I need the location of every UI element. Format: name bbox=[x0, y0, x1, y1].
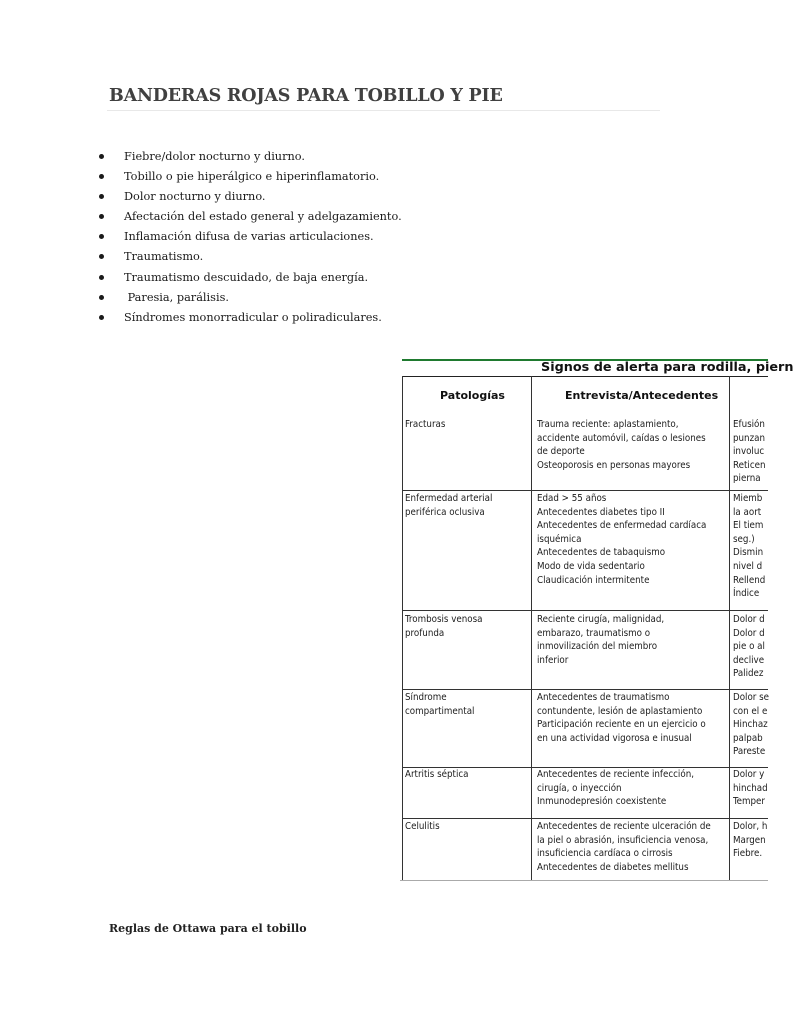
cell-line: Edad > 55 años bbox=[537, 493, 607, 504]
cell-pathology bbox=[405, 492, 492, 519]
bullet-dot bbox=[99, 174, 104, 179]
cell-line: seg.) bbox=[733, 533, 755, 545]
cell-line: insuficiencia cardíaca o cirrosis bbox=[537, 848, 673, 860]
cell-line: inferior bbox=[537, 654, 569, 666]
cell-line: Síndrome bbox=[405, 692, 447, 703]
list-item-text: Traumatismo descuidado, de baja energía. bbox=[124, 270, 369, 284]
cell-line: Participación reciente en un ejercicio o bbox=[537, 719, 706, 731]
column-header-pathologies: Patologías bbox=[440, 389, 505, 402]
list-item-text: Tobillo o pie hiperálgico e hiperinflamatorio. bbox=[124, 170, 380, 184]
cell-pathology bbox=[405, 768, 469, 782]
table-row-divider bbox=[402, 818, 768, 819]
list-item-text: Afectación del estado general y adelgazamiento. bbox=[124, 210, 402, 224]
cell-line: Fiebre. bbox=[733, 848, 763, 860]
cell-line: Antecedentes de enfermedad cardíaca bbox=[537, 520, 707, 532]
cell-line: Fracturas bbox=[405, 419, 446, 430]
bullet-dot bbox=[99, 315, 104, 320]
bullet-dot bbox=[99, 194, 104, 199]
cell-line: Antecedentes de reciente infección, bbox=[537, 769, 694, 780]
cell-line: Pareste bbox=[733, 746, 766, 758]
cell-history bbox=[537, 418, 706, 472]
cell-pathology bbox=[405, 613, 482, 640]
bullet-dot bbox=[99, 295, 104, 300]
cell-line: Dolor y bbox=[733, 769, 765, 780]
cell-line: Inmunodepresión coexistente bbox=[537, 796, 667, 808]
cell-line: Dismin bbox=[733, 547, 764, 559]
cell-history bbox=[537, 492, 706, 587]
table-row-divider bbox=[402, 689, 768, 690]
list-item-text: Fiebre/dolor nocturno y diurno. bbox=[124, 150, 305, 163]
cell-line: con el e bbox=[733, 705, 768, 717]
bullet-dot bbox=[99, 275, 104, 280]
cell-line: palpab bbox=[733, 732, 763, 744]
cell-line: Enfermedad arterial bbox=[405, 493, 493, 504]
cell-line: Antecedentes diabetes tipo II bbox=[537, 506, 665, 518]
cell-line: Dolor d bbox=[733, 627, 765, 639]
table-row-divider bbox=[402, 490, 768, 491]
cell-line: involuc bbox=[733, 446, 765, 458]
cell-line: Rellend bbox=[733, 574, 766, 586]
cell-line: Trauma reciente: aplastamiento, bbox=[537, 419, 679, 430]
cell-line: declive bbox=[733, 654, 765, 666]
cell-exam bbox=[733, 613, 765, 681]
cell-line: compartimental bbox=[405, 705, 475, 717]
cell-line: Dolor d bbox=[733, 614, 765, 625]
cell-line: la piel o abrasión, insuficiencia venosa, bbox=[537, 834, 709, 846]
cell-line: periférica oclusiva bbox=[405, 506, 485, 518]
cell-line: Reticen bbox=[733, 459, 766, 471]
list-item-text: Dolor nocturno y diurno. bbox=[124, 190, 266, 204]
cell-line: nivel d bbox=[733, 560, 763, 572]
bullet-dot bbox=[99, 214, 104, 219]
cell-line: hinchad bbox=[733, 782, 768, 794]
cell-line: Margen bbox=[733, 834, 766, 846]
list-item-text: Paresia, parálisis. bbox=[124, 290, 229, 304]
cell-line: Osteoporosis en personas mayores bbox=[537, 459, 691, 471]
table-title: Signos de alerta para rodilla, piern bbox=[541, 360, 793, 375]
title-underline bbox=[107, 110, 660, 111]
cell-line: Modo de vida sedentario bbox=[537, 560, 645, 572]
table-border-left bbox=[402, 376, 403, 880]
page-title: BANDERAS ROJAS PARA TOBILLO Y PIE bbox=[109, 86, 503, 106]
table-column-divider bbox=[729, 376, 730, 880]
cell-line: Claudicación intermitente bbox=[537, 574, 650, 586]
cell-line: contundente, lesión de aplastamiento bbox=[537, 705, 703, 717]
list-item-text: Síndromes monorradicular o poliradiculares. bbox=[124, 310, 382, 324]
cell-line: isquémica bbox=[537, 533, 582, 545]
column-header-history: Entrevista/Antecedentes bbox=[565, 389, 719, 402]
cell-line: inmovilización del miembro bbox=[537, 641, 658, 653]
cell-history bbox=[537, 768, 694, 809]
cell-exam bbox=[733, 418, 766, 486]
table-row-divider bbox=[402, 610, 768, 611]
cell-history bbox=[537, 613, 664, 667]
list-item-text: Traumatismo. bbox=[124, 250, 204, 264]
cell-line: Antecedentes de reciente ulceración de bbox=[537, 821, 711, 832]
cell-line: Trombosis venosa bbox=[405, 614, 483, 625]
bullet-dot bbox=[99, 154, 104, 159]
bullet-dot bbox=[99, 234, 104, 239]
cell-line: embarazo, traumatismo o bbox=[537, 627, 651, 639]
cell-line: Índice bbox=[733, 588, 760, 600]
cell-line: Dolor, h bbox=[733, 821, 768, 832]
cell-line: Dolor se bbox=[733, 692, 770, 703]
cell-line: Hinchaz bbox=[733, 719, 768, 731]
cell-exam bbox=[733, 768, 768, 809]
cell-line: Celulitis bbox=[405, 821, 440, 832]
cell-exam bbox=[733, 691, 769, 759]
cell-line: profunda bbox=[405, 627, 445, 639]
table-bottom-border bbox=[400, 880, 768, 881]
cell-pathology bbox=[405, 691, 474, 718]
cell-line: punzan bbox=[733, 432, 766, 444]
cell-line: El tiem bbox=[733, 520, 764, 532]
cell-line: Antecedentes de traumatismo bbox=[537, 692, 670, 703]
cell-pathology bbox=[405, 820, 440, 834]
cell-line: pie o al bbox=[733, 641, 765, 653]
cell-history bbox=[537, 691, 706, 745]
cell-line: Antecedentes de diabetes mellitus bbox=[537, 861, 689, 873]
list-item-text: Inflamación difusa de varias articulaciones. bbox=[124, 230, 374, 244]
cell-exam bbox=[733, 820, 767, 861]
cell-line: Antecedentes de tabaquismo bbox=[537, 547, 666, 559]
cell-line: la aort bbox=[733, 506, 762, 518]
cell-line: Miemb bbox=[733, 493, 763, 504]
cell-line: de deporte bbox=[537, 446, 585, 458]
cell-line: Reciente cirugía, malignidad, bbox=[537, 614, 665, 625]
table-title-divider bbox=[402, 376, 768, 377]
cell-exam bbox=[733, 492, 765, 601]
cell-line: en una actividad vigorosa e inusual bbox=[537, 732, 692, 744]
cell-pathology bbox=[405, 418, 445, 432]
cell-line: Temper bbox=[733, 796, 766, 808]
table-column-divider bbox=[531, 376, 532, 880]
cell-history bbox=[537, 820, 711, 874]
bullet-dot bbox=[99, 254, 104, 259]
cell-line: cirugía, o inyección bbox=[537, 782, 622, 794]
cell-line: accidente automóvil, caídas o lesiones bbox=[537, 432, 706, 444]
alert-signs-table bbox=[400, 355, 793, 882]
cell-line: Efusión bbox=[733, 419, 765, 430]
cell-line: Artritis séptica bbox=[405, 769, 469, 780]
cell-line: pierna bbox=[733, 473, 761, 485]
cell-line: Palidez bbox=[733, 668, 764, 680]
section-heading-ottawa: Reglas de Ottawa para el tobillo bbox=[109, 922, 307, 935]
